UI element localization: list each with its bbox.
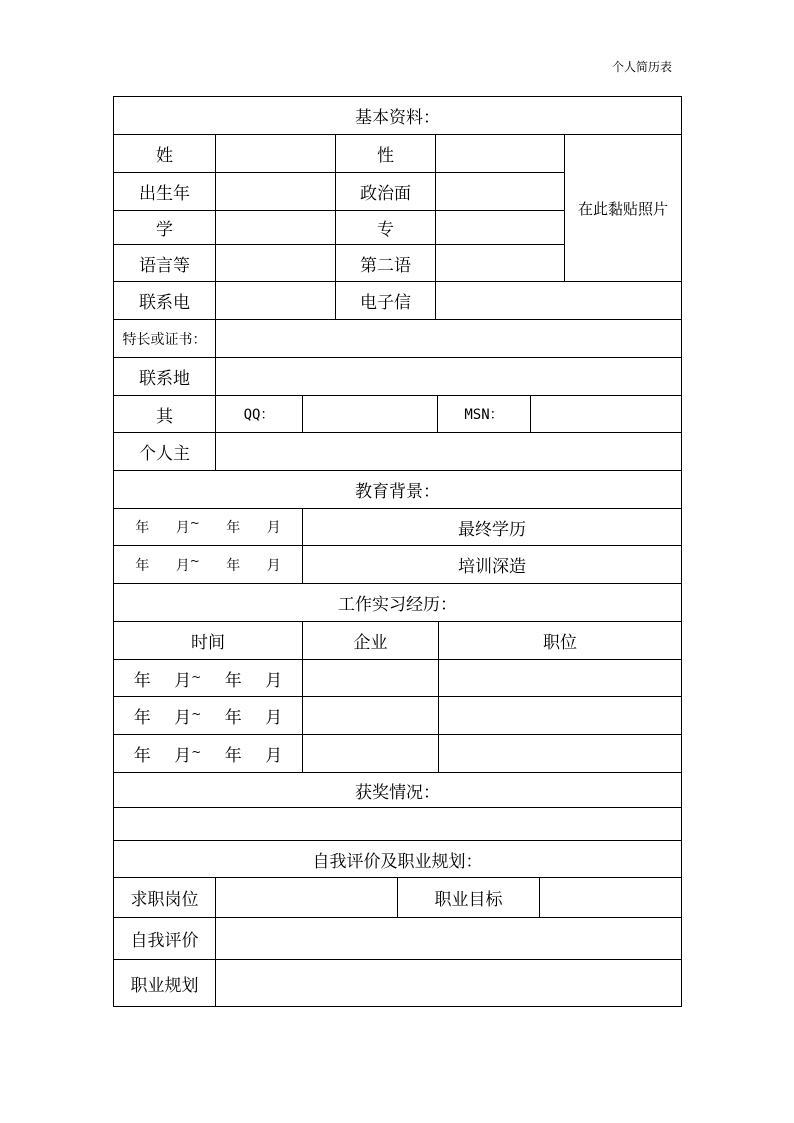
field-homepage[interactable] (216, 433, 681, 471)
field-second-language[interactable] (436, 245, 565, 282)
field-msn[interactable] (531, 396, 681, 433)
field-skills[interactable] (216, 320, 681, 358)
field-politics[interactable] (436, 173, 565, 211)
label-gender: 性 (336, 135, 436, 173)
col-company: 企业 (303, 622, 439, 660)
work-date-1[interactable]: 年 月~ 年 月 (114, 660, 303, 697)
label-email: 电子信 (336, 282, 436, 320)
label-qq: QQ： (216, 396, 303, 433)
field-career-goal[interactable] (540, 878, 681, 918)
edu-training[interactable]: 培训深造 (303, 546, 681, 584)
label-language: 语言等 (114, 245, 216, 282)
label-career-planning: 职业规划 (114, 960, 216, 1006)
label-other: 其 (114, 396, 216, 433)
field-career-planning[interactable] (216, 960, 681, 1006)
field-school[interactable] (216, 211, 336, 245)
label-politics: 政治面 (336, 173, 436, 211)
field-address[interactable] (216, 358, 681, 396)
label-major: 专 (336, 211, 436, 245)
field-language[interactable] (216, 245, 336, 282)
label-msn: MSN： (438, 396, 531, 433)
section-work: 工作实习经历： (114, 584, 681, 622)
label-address: 联系地 (114, 358, 216, 396)
work-position-1[interactable] (439, 660, 681, 697)
field-name[interactable] (216, 135, 336, 173)
field-major[interactable] (436, 211, 565, 245)
field-job-target[interactable] (216, 878, 398, 918)
work-position-2[interactable] (439, 697, 681, 735)
section-awards: 获奖情况： (114, 773, 681, 808)
field-self-evaluation[interactable] (216, 918, 681, 960)
col-position: 职位 (439, 622, 681, 660)
label-school: 学 (114, 211, 216, 245)
resume-form (113, 96, 682, 1007)
field-gender[interactable] (436, 135, 565, 173)
work-date-2[interactable]: 年 月~ 年 月 (114, 697, 303, 735)
edu-date-1[interactable]: 年 月~ 年 月 (114, 509, 303, 546)
label-career-goal: 职业目标 (398, 878, 540, 918)
field-email[interactable] (436, 282, 681, 320)
label-job-target: 求职岗位 (114, 878, 216, 918)
edu-final-degree[interactable]: 最终学历 (303, 509, 681, 546)
label-birth: 出生年 (114, 173, 216, 211)
field-phone[interactable] (216, 282, 336, 320)
work-company-3[interactable] (303, 735, 439, 773)
work-date-3[interactable]: 年 月~ 年 月 (114, 735, 303, 773)
label-homepage: 个人主 (114, 433, 216, 471)
field-awards[interactable] (114, 808, 681, 841)
field-qq[interactable] (303, 396, 438, 433)
label-self-evaluation: 自我评价 (114, 918, 216, 960)
label-name: 姓 (114, 135, 216, 173)
label-phone: 联系电 (114, 282, 216, 320)
work-company-2[interactable] (303, 697, 439, 735)
document-title: 个人简历表 (612, 60, 673, 74)
field-birth[interactable] (216, 173, 336, 211)
label-second-language: 第二语 (336, 245, 436, 282)
col-time: 时间 (114, 622, 303, 660)
photo-placeholder[interactable]: 在此黏贴照片 (565, 135, 681, 282)
work-company-1[interactable] (303, 660, 439, 697)
work-position-3[interactable] (439, 735, 681, 773)
label-skills: 特长或证书： (114, 320, 216, 358)
edu-date-2[interactable]: 年 月~ 年 月 (114, 546, 303, 584)
section-self-evaluation: 自我评价及职业规划： (114, 841, 681, 878)
section-basic-info: 基本资料： (114, 97, 681, 135)
section-education: 教育背景： (114, 471, 681, 509)
